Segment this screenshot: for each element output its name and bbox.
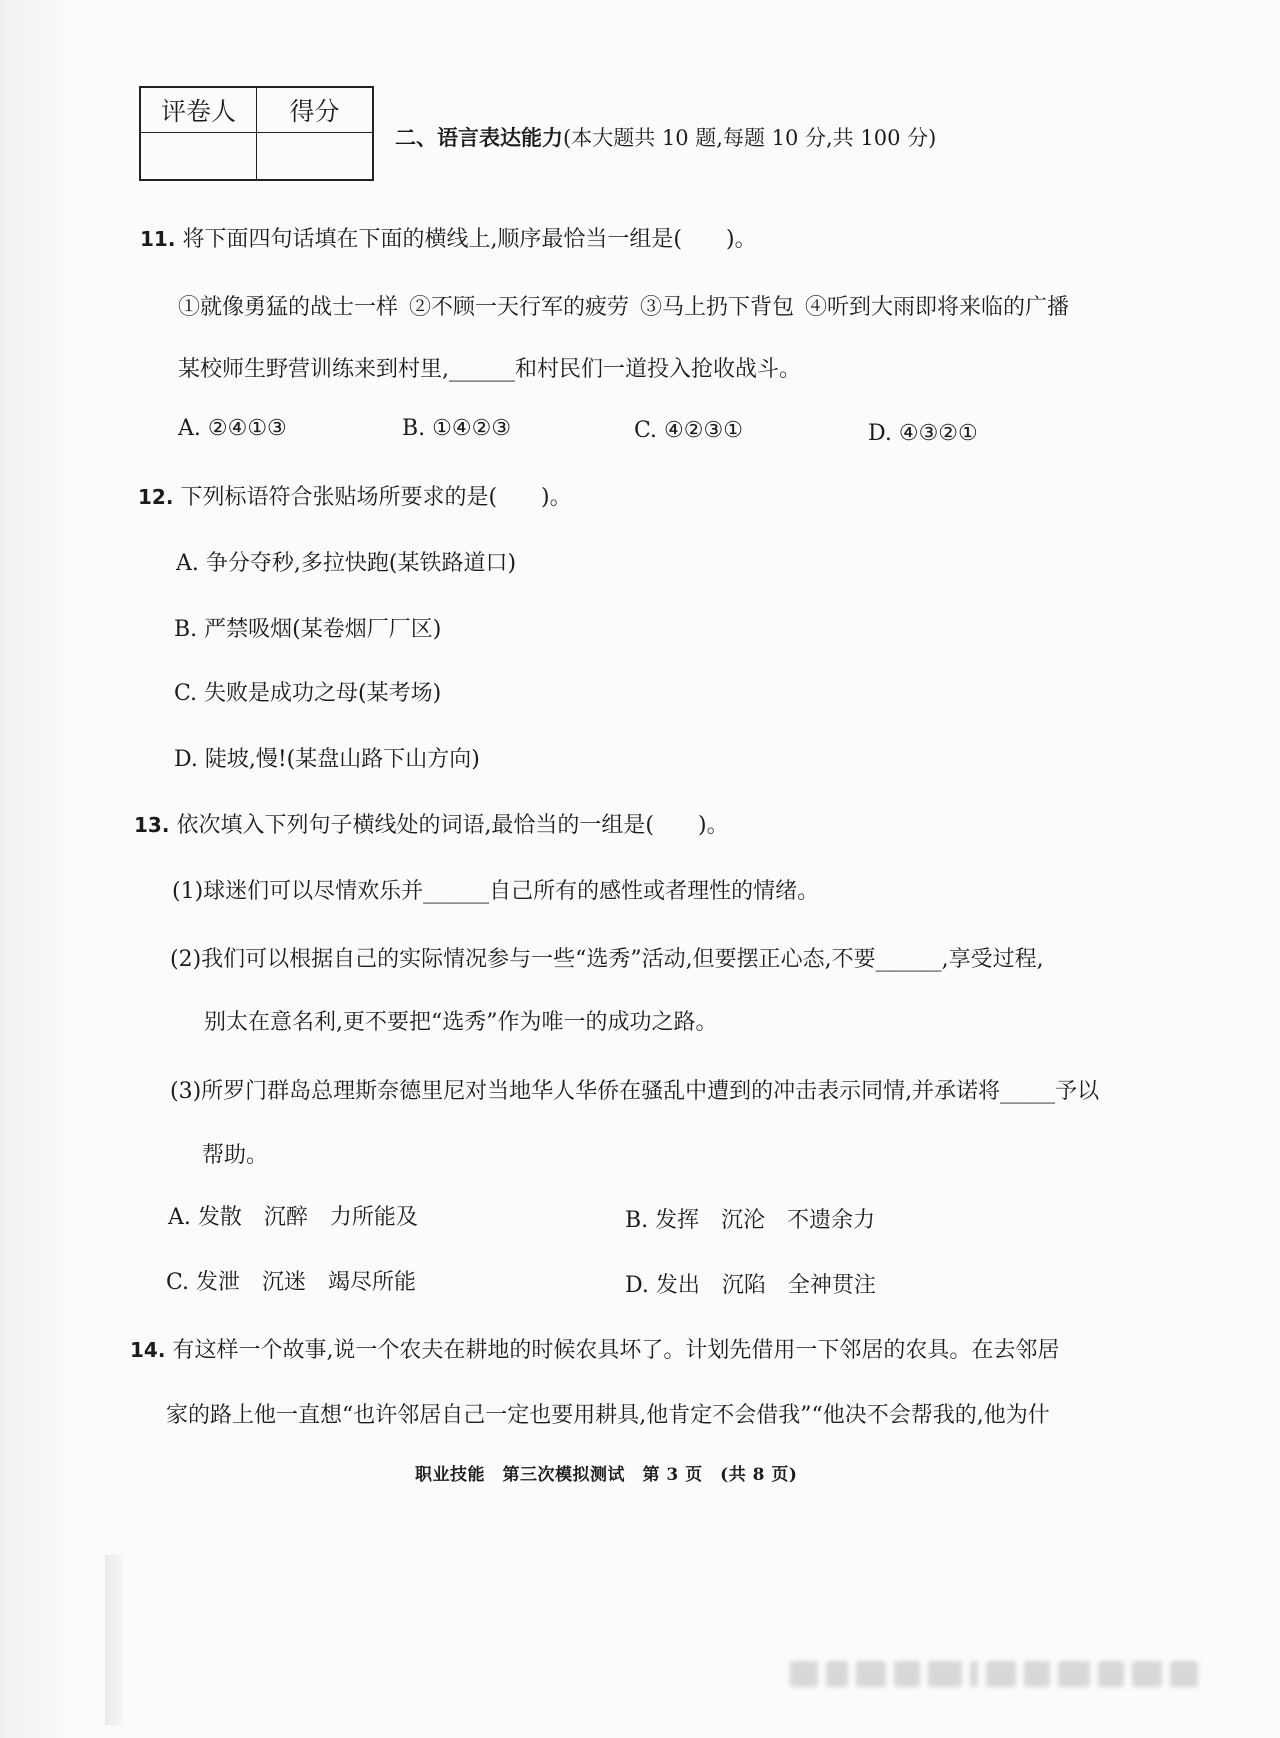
option-c: C. 失败是成功之母(某考场)	[174, 681, 442, 706]
question-13-stem	[134, 808, 729, 839]
question-14-line-2: 家的路上他一直想“也许邻居自己一定也要用耕具,他肯定不会借我”“他决不会帮我的,他为什	[166, 1403, 1050, 1428]
question-number: 14.	[130, 1338, 166, 1362]
question-12-stem	[138, 480, 572, 511]
option-a: A. 争分夺秒,多拉快跑(某铁路道口)	[176, 551, 517, 576]
option-a: A. 发散 沉醉 力所能及	[168, 1205, 418, 1230]
scan-edge-shadow	[0, 0, 70, 1738]
option-a: A. ②④①③	[178, 416, 287, 441]
question-number: 13.	[134, 813, 170, 837]
section-title: 二、语言表达能力	[395, 125, 563, 150]
question-text: 下列标语符合张贴场所要求的是( )。	[180, 485, 572, 510]
question-text: 依次填入下列句子横线处的词语,最恰当的一组是( )。	[176, 813, 729, 838]
question-11-sentence: 某校师生野营训练来到村里,______和村民们一道投入抢收战斗。	[178, 357, 801, 382]
option-b: B. 严禁吸烟(某卷烟厂厂区)	[174, 617, 442, 642]
section-note: (本大题共 10 题,每题 10 分,共 100 分)	[563, 126, 937, 150]
question-13-sentence-2-cont: 别太在意名利,更不要把“选秀”作为唯一的成功之路。	[204, 1010, 718, 1035]
question-14-stem	[130, 1333, 1059, 1364]
page-footer: 职业技能 第三次模拟测试 第 3 页 (共 8 页)	[415, 1465, 798, 1485]
question-13-sentence-1: (1)球迷们可以尽情欢乐并______自己所有的感性或者理性的情绪。	[172, 879, 820, 904]
option-d: D. 陡坡,慢!(某盘山路下山方向)	[174, 747, 480, 772]
scan-artifact	[105, 1555, 123, 1725]
question-13-sentence-2: (2)我们可以根据自己的实际情况参与一些“选秀”活动,但要摆正心态,不要______,享受过程,	[170, 947, 1044, 972]
question-number: 11.	[140, 227, 176, 251]
option-c: C. 发泄 沉迷 竭尽所能	[166, 1270, 417, 1295]
section-heading	[395, 122, 936, 152]
option-c: C. ④②③①	[634, 418, 743, 443]
option-d: D. 发出 沉陷 全神贯注	[625, 1273, 876, 1298]
question-13-sentence-3-cont: 帮助。	[202, 1143, 269, 1168]
grader-label: 评卷人	[140, 87, 257, 133]
option-b: B. 发挥 沉沦 不遗余力	[625, 1208, 876, 1233]
question-11-stem	[140, 222, 757, 253]
score-label: 得分	[257, 87, 374, 133]
blurred-watermark	[790, 1657, 1230, 1691]
question-13-sentence-3: (3)所罗门群岛总理斯奈德里尼对当地华人华侨在骚乱中遭到的冲击表示同情,并承诺将_____予以	[170, 1079, 1100, 1104]
question-text: 将下面四句话填在下面的横线上,顺序最恰当一组是( )。	[182, 227, 757, 252]
question-number: 12.	[138, 485, 174, 509]
score-box	[139, 86, 374, 181]
option-d: D. ④③②①	[868, 421, 978, 446]
option-b: B. ①④②③	[402, 416, 512, 441]
grader-cell	[140, 133, 257, 181]
question-11-items: ①就像勇猛的战士一样 ②不顾一天行军的疲劳 ③马上扔下背包 ④听到大雨即将来临的广播	[178, 295, 1070, 320]
score-cell	[257, 133, 374, 181]
question-text: 有这样一个故事,说一个农夫在耕地的时候农具坏了。计划先借用一下邻居的农具。在去邻居	[172, 1338, 1060, 1363]
